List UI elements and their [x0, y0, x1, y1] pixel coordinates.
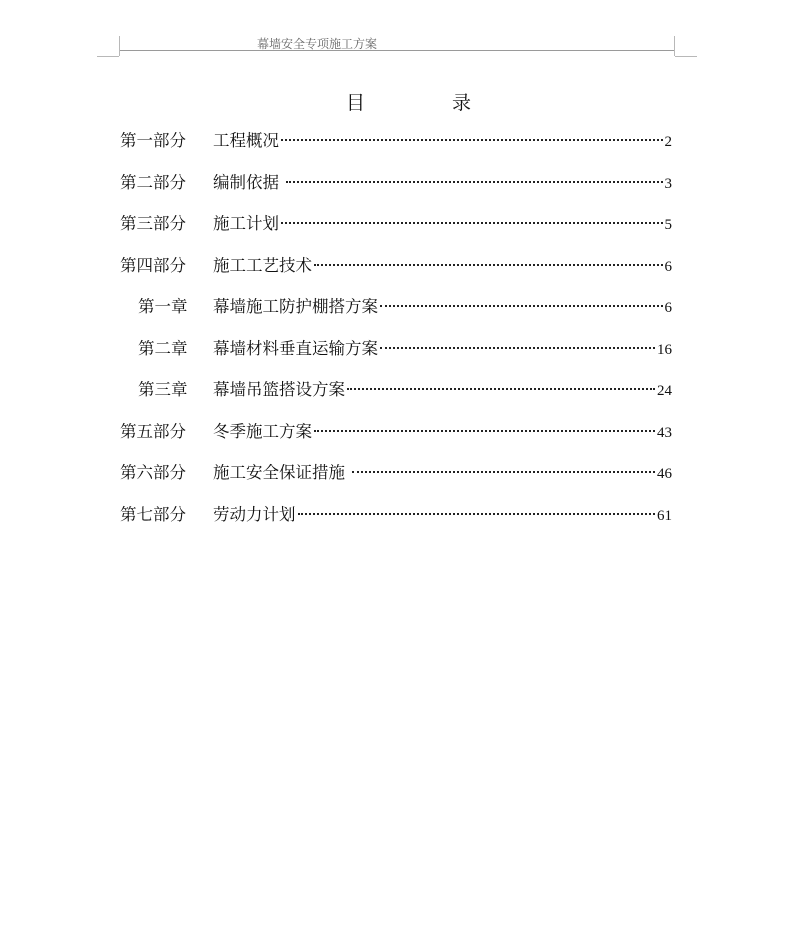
- toc-entry-page-number: 61: [657, 507, 672, 524]
- toc-entry-part: 第七部分: [120, 504, 186, 524]
- toc-entry-leader-row: [213, 419, 672, 445]
- toc-entry-title: 幕墙施工防护棚搭方案: [213, 297, 378, 316]
- toc-entry[interactable]: [0, 377, 794, 403]
- toc-heading-char-2: 录: [452, 92, 472, 114]
- toc-heading: [0, 88, 794, 114]
- toc-entry-leader-row: [213, 336, 672, 362]
- crop-mark-left-vertical: [119, 36, 120, 56]
- toc-entry-title: 编制依据: [213, 172, 285, 192]
- toc-dot-leader: [281, 139, 663, 141]
- toc-dot-leader: [281, 222, 663, 224]
- toc-dot-leader: [286, 181, 662, 183]
- toc-entry-part: 第三部分: [120, 214, 186, 233]
- toc-entry-page-number: 16: [657, 341, 672, 358]
- toc-dot-leader: [347, 388, 655, 390]
- toc-entry-leader-row: [213, 502, 672, 528]
- toc-entry-part: 第一部分: [120, 131, 186, 150]
- toc-entry-leader-row: [213, 460, 672, 486]
- toc-entry[interactable]: [0, 253, 794, 279]
- toc-dot-leader: [314, 264, 663, 266]
- toc-dot-leader: [380, 347, 655, 349]
- toc-entry[interactable]: [0, 170, 794, 196]
- toc-entry[interactable]: [0, 128, 794, 154]
- toc-dot-leader: [298, 513, 656, 515]
- toc-entry[interactable]: [0, 211, 794, 237]
- toc-entry[interactable]: [0, 502, 794, 528]
- toc-entry-title: 工程概况: [213, 131, 279, 150]
- toc-entry-page-number: 2: [664, 134, 672, 150]
- toc-entry-page-number: 3: [664, 175, 672, 192]
- toc-entry-part: 第一章: [138, 297, 188, 316]
- toc-entry-page-number: 6: [664, 300, 672, 316]
- toc-entry-page-number: 46: [657, 466, 672, 482]
- toc-entry-title: 幕墙吊篮搭设方案: [213, 380, 345, 399]
- toc-entry-part: 第二章: [138, 338, 188, 358]
- toc-entry[interactable]: [0, 336, 794, 362]
- crop-mark-right-vertical: [674, 36, 675, 56]
- header-rule: [120, 50, 674, 51]
- toc-entry[interactable]: [0, 294, 794, 320]
- toc-entry-page-number: 24: [657, 383, 672, 399]
- toc-entry-page-number: 6: [664, 258, 672, 275]
- toc-entry-page-number: 5: [664, 217, 672, 233]
- toc-entry-part: 第五部分: [120, 421, 186, 441]
- toc-dot-leader: [380, 305, 663, 307]
- toc-heading-char-1: 目: [346, 92, 366, 114]
- toc-entry-title: 冬季施工方案: [213, 421, 312, 441]
- crop-mark-left-horizontal: [97, 56, 119, 57]
- toc-entry-leader-row: [213, 170, 672, 196]
- toc-entry-title: 施工计划: [213, 214, 279, 233]
- toc-entry-part: 第二部分: [120, 172, 186, 192]
- toc-entry[interactable]: [0, 419, 794, 445]
- toc-entry-title: 劳动力计划: [213, 504, 296, 524]
- toc-entry-page-number: 43: [657, 424, 672, 441]
- toc-entry-part: 第三章: [138, 380, 188, 399]
- toc-entry-leader-row: [213, 128, 672, 154]
- toc-entry-title: 施工工艺技术: [213, 255, 312, 275]
- toc-entry-title: 幕墙材料垂直运输方案: [213, 338, 378, 358]
- toc-entry[interactable]: [0, 460, 794, 486]
- toc-entry-leader-row: [213, 211, 672, 237]
- toc-entry-leader-row: [213, 377, 672, 403]
- toc-entry-part: 第四部分: [120, 255, 186, 275]
- toc-dot-leader: [352, 471, 655, 473]
- toc-entry-title: 施工安全保证措施: [213, 463, 351, 482]
- toc-dot-leader: [314, 430, 655, 432]
- toc-entry-part: 第六部分: [120, 463, 186, 482]
- toc-entry-leader-row: [213, 253, 672, 279]
- toc-entry-leader-row: [213, 294, 672, 320]
- crop-mark-right-horizontal: [675, 56, 697, 57]
- page-header-title: 幕墙安全专项施工方案: [257, 37, 378, 51]
